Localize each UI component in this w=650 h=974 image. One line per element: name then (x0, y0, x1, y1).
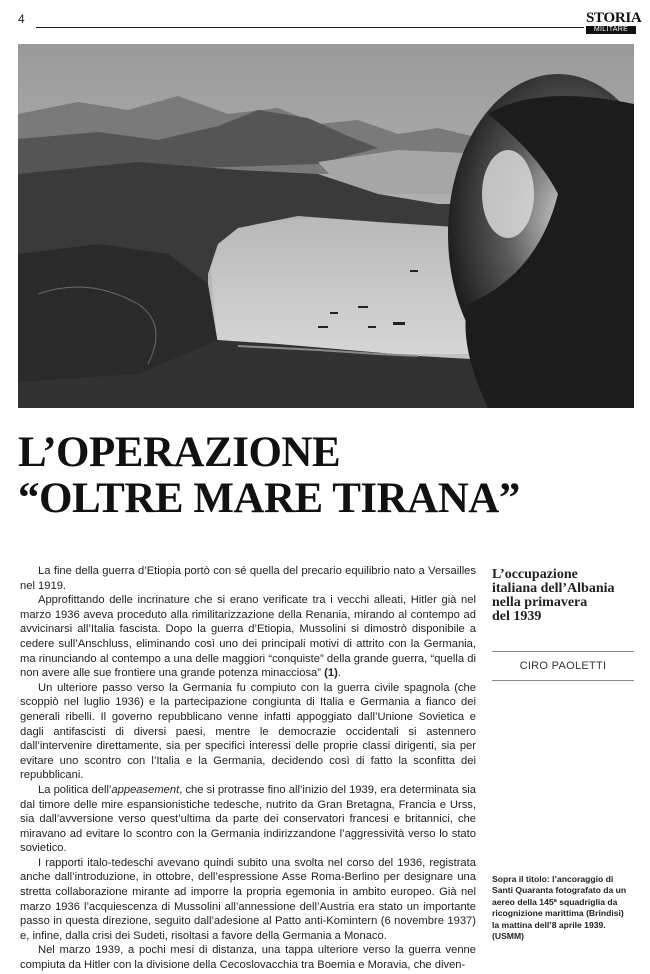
paragraph-end: . (337, 667, 341, 680)
caption-line: Sopra il titolo: l’ancoraggio di (492, 874, 614, 884)
magazine-logo (586, 10, 642, 33)
paragraph (20, 783, 476, 856)
paragraph-text: Approfittando delle incrinature che si erano verificate tra i vecchi alleati, Hitler già nel marzo 1936 aveva proceduto alla rimilitarizzazione della Renania, mirando al contempo ad avvicinarsi all’Italia fascista. Dopo la guerra d’Etiopia, Mussolini si dimostrò disponibile a cedere sull’Anschluss, eliminando così uno dei principali motivi di attrito con la Germania, ma rinunciando al contempo a una delle maggiori “conquiste” della grande guerra, “quella di non avere alle sue frontiere una grande potenza minacciosa” (20, 594, 476, 680)
aerial-harbor-photo (18, 44, 634, 408)
paragraph (20, 593, 476, 681)
page-number: 4 (18, 12, 25, 26)
author-byline: CIRO PAOLETTI (519, 660, 607, 672)
paragraph: La fine della guerra d’Etiopia portò con sé quella del precario equilibrio nato a Versailles nel 1919. (20, 565, 476, 592)
caption-line: ricognizione marittima (Brindisi) (492, 908, 624, 919)
author-rule-bottom (492, 680, 634, 681)
paragraph-text: , che si protrasse fino all’inizio del 1939, era determinata sia dal timore delle mire espansionistiche tedesche, nutrito da Gran Bretagna, Francia e Urss, sia dall’avversione verso quest’ultima da parte dei conservatori francesi e britannici, che miravano ad evitare lo scontro con la Germania indirizzandone l’aggressività verso lo stato sovietico. (20, 783, 476, 855)
logo-title: STORIA (586, 10, 642, 26)
article-subtitle (492, 568, 640, 624)
paragraph: Nel marzo 1939, a pochi mesi di distanza, una tappa ulteriore verso la guerra venne compiuta da Hitler con la divisione della Cecoslovacchia tra Boemia e Moravia, che diven- (20, 944, 476, 972)
photo-caption (492, 874, 640, 942)
title-line-2: “OLTRE MARE TIRANA” (18, 475, 520, 522)
logo-subtitle: MILITARE (586, 26, 636, 34)
paragraph: I rapporti italo-tedeschi avevano quindi subito una svolta nel corso del 1936, registrata anche dall’introduzione, in ottobre, dell’espressione Asse Roma-Berlino per designare una stretta collaborazione mirante ad imporre la propria egemonia in ambito europeo. Già nel marzo 1936 l’acquiescenza di Mussolini all’annessione dell’Austria era stato un importante passo in questa direzione, seguito dall’adesione al Patto anti-Komintern (6 novembre 1937) e, infine, dalla crisi dei Sudeti, risoltasi a favore della Germania a Monaco. (20, 856, 476, 942)
subtitle-line: L’occupazione (492, 567, 578, 582)
paragraph-text: La politica dell’ (38, 783, 112, 796)
subtitle-line: nella primavera (492, 595, 588, 610)
article-body (20, 564, 476, 973)
footnote-ref: (1) (324, 667, 338, 680)
paragraph: Un ulteriore passo verso la Germania fu compiuto con la guerra civile spagnola (che scoppiò nel luglio 1936) e la partecipazione congiunta di Italia e Germania a fianco dei generali ribelli. Il governo repubblicano venne infatti appoggiato dall’Unione Sovietica e dagli antifascisti di diversi paesi, mentre le democrazie occidentali si astennero dall’intervenire direttamente, sia per specifici interessi delle proprie classi dirigenti, sia per evitare uno scontro con l’Italia e la Germania, decidendo così di fatto la sconfitta dei repubblicani. (20, 681, 476, 782)
author-rule-top (492, 651, 634, 652)
caption-line: Santi Quaranta fotografato da un (492, 885, 627, 896)
subtitle-line: italiana dell’Albania (492, 581, 615, 596)
title-line-1: L’OPERAZIONE (18, 429, 341, 476)
emphasis-term: appeasement (111, 783, 180, 796)
caption-line: la mattina dell’8 aprile 1939. (492, 919, 606, 930)
header-rule (36, 27, 584, 28)
subtitle-line: del 1939 (492, 609, 542, 624)
caption-line: aereo della 145ª squadriglia da (492, 896, 618, 907)
article-title (18, 430, 618, 522)
caption-line: (USMM) (492, 931, 524, 942)
